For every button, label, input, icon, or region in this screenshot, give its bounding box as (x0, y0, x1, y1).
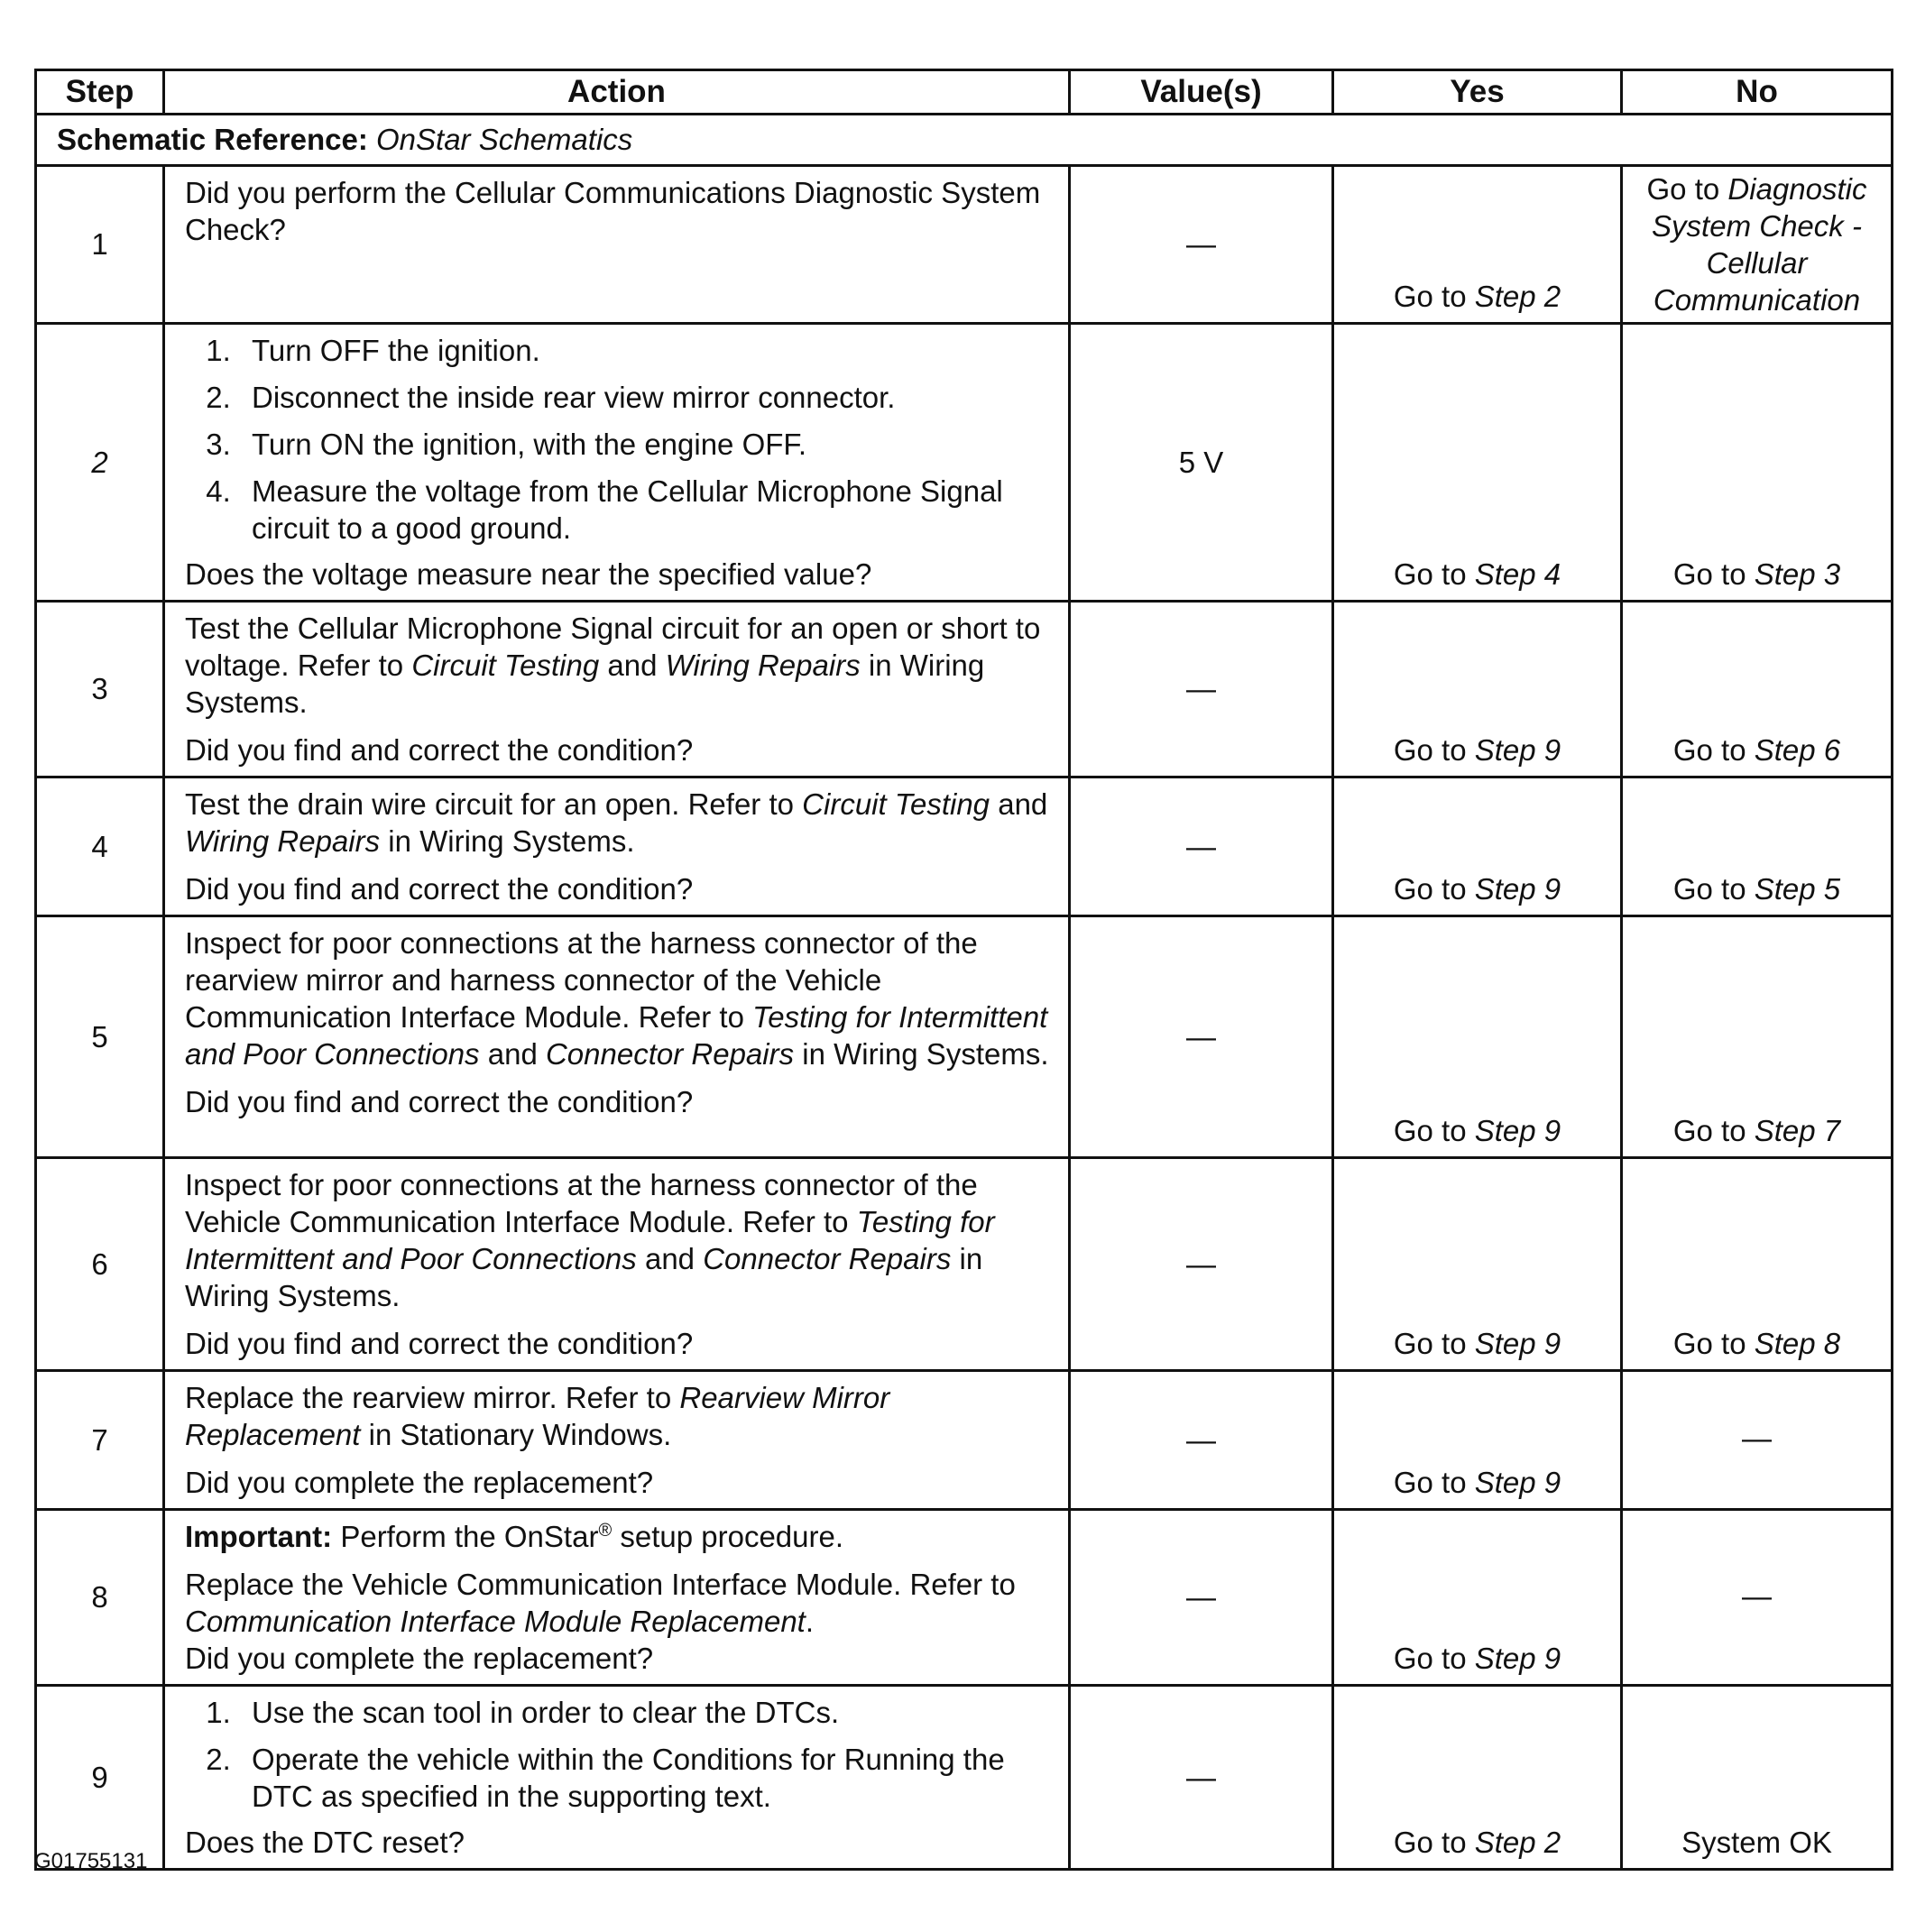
action-text: Did you perform the Cellular Communications Diagnostic System Check? (185, 176, 1041, 246)
action-text-part: in Wiring Systems. (802, 1037, 1049, 1071)
action-cell (164, 602, 1070, 777)
reference-link[interactable]: Testing for Intermittent and Poor Connections (185, 1205, 995, 1275)
list-item: 2. Operate the vehicle within the Conditions for Running the DTC as specified in the supporting text. (239, 1741, 1055, 1815)
goto-step-link[interactable]: Step 5 (1754, 872, 1841, 906)
action-text-part: Test the drain wire circuit for an open. Refer to (185, 787, 794, 821)
header-action: Action (164, 70, 1070, 115)
action-cell (164, 324, 1070, 602)
reference-link[interactable]: Wiring Repairs (185, 824, 381, 858)
action-text-part: Inspect for poor connections at the harness connector of the rearview mirror and harness connector of the Vehicle Communication Interface Module. Refer to (185, 926, 978, 1034)
no-cell (1622, 602, 1893, 777)
goto-step-link[interactable]: Step 9 (1474, 1114, 1561, 1147)
yes-cell (1333, 1686, 1622, 1870)
step-number: 1 (36, 166, 164, 324)
action-cell (164, 1371, 1070, 1510)
step-number: 4 (36, 777, 164, 916)
goto-step-link[interactable]: Step 6 (1754, 733, 1841, 767)
table-row (36, 166, 1893, 324)
goto-step-link[interactable]: Step 8 (1754, 1327, 1841, 1360)
reference-link[interactable]: Connector Repairs (703, 1242, 952, 1275)
action-list (185, 332, 1055, 547)
no-cell (1622, 777, 1893, 916)
important-note (185, 1518, 1055, 1555)
goto-prefix: Go to (1393, 1642, 1467, 1675)
value-cell: — (1070, 1158, 1333, 1371)
step-number: 7 (36, 1371, 164, 1510)
goto-prefix: Go to (1672, 733, 1746, 767)
registered-mark: ® (598, 1521, 613, 1541)
goto-prefix: Go to (1393, 1114, 1467, 1147)
no-cell: — (1622, 1371, 1893, 1510)
action-question: Did you complete the replacement? (185, 1642, 654, 1675)
goto-step-link[interactable]: Step 9 (1474, 872, 1561, 906)
list-item: 4. Measure the voltage from the Cellular Microphone Signal circuit to a good ground. (239, 473, 1055, 547)
table-row (36, 324, 1893, 602)
goto-prefix: Go to (1393, 872, 1467, 906)
schematic-reference-label: Schematic Reference: (57, 123, 368, 156)
reference-link[interactable]: Communication Interface Module Replacement (185, 1605, 806, 1638)
value-cell: 5 V (1070, 324, 1333, 602)
action-question: Did you find and correct the condition? (185, 1327, 694, 1360)
yes-cell (1333, 602, 1622, 777)
action-question: Did you complete the replacement? (185, 1466, 654, 1499)
value-cell: — (1070, 602, 1333, 777)
action-question: Did you find and correct the condition? (185, 872, 694, 906)
reference-link[interactable]: Rearview Mirror Replacement (185, 1381, 890, 1451)
header-values: Value(s) (1070, 70, 1333, 115)
diagnostic-table (34, 69, 1893, 1871)
yes-cell (1333, 1158, 1622, 1371)
action-text-part: and (644, 1242, 695, 1275)
yes-cell (1333, 1510, 1622, 1686)
goto-prefix: Go to (1393, 280, 1467, 313)
schematic-reference-row (36, 115, 1893, 166)
goto-step-link[interactable]: Step 7 (1754, 1114, 1841, 1147)
step-number: 6 (36, 1158, 164, 1371)
action-cell (164, 1510, 1070, 1686)
action-question: Does the DTC reset? (185, 1826, 465, 1859)
important-text: setup procedure. (620, 1520, 844, 1553)
action-text (185, 786, 1055, 860)
action-text (185, 610, 1055, 721)
no-cell: — (1622, 1510, 1893, 1686)
action-cell (164, 1158, 1070, 1371)
value-cell: — (1070, 1371, 1333, 1510)
no-cell (1622, 916, 1893, 1158)
goto-prefix: Go to (1393, 1826, 1467, 1859)
no-cell (1622, 166, 1893, 324)
value-cell: — (1070, 916, 1333, 1158)
list-item: 3. Turn ON the ignition, with the engine OFF. (239, 426, 1055, 463)
step-number: 8 (36, 1510, 164, 1686)
list-item: 1. Turn OFF the ignition. (239, 332, 1055, 369)
goto-step-link[interactable]: Step 4 (1474, 557, 1561, 591)
important-text: Perform the OnStar (340, 1520, 599, 1553)
goto-prefix: Go to (1646, 172, 1720, 206)
action-text-part: and (998, 787, 1048, 821)
action-text-part: Replace the Vehicle Communication Interface Module. Refer to (185, 1568, 1016, 1601)
reference-link[interactable]: Testing for Intermittent and Poor Connections (185, 1000, 1048, 1071)
value-cell: — (1070, 777, 1333, 916)
action-question: Does the voltage measure near the specified value? (185, 557, 872, 591)
goto-prefix: Go to (1672, 872, 1746, 906)
step-number: 5 (36, 916, 164, 1158)
action-text-part: Replace the rearview mirror. Refer to (185, 1381, 672, 1414)
reference-link[interactable]: Connector Repairs (545, 1037, 795, 1071)
goto-prefix: Go to (1672, 1114, 1746, 1147)
value-cell: — (1070, 1510, 1333, 1686)
goto-prefix: Go to (1672, 557, 1746, 591)
goto-prefix: Go to (1393, 1327, 1467, 1360)
table-row (36, 1510, 1893, 1686)
action-cell (164, 777, 1070, 916)
yes-cell (1333, 916, 1622, 1158)
action-text-part: and (487, 1037, 538, 1071)
table-row (36, 1371, 1893, 1510)
no-cell (1622, 1158, 1893, 1371)
header-yes: Yes (1333, 70, 1622, 115)
goto-step-link[interactable]: Step 2 (1474, 1826, 1561, 1859)
action-text-part: Test the Cellular Microphone Signal circuit for an open or short to voltage. Refer to (185, 612, 1041, 682)
schematic-reference (36, 115, 1893, 166)
table-row (36, 777, 1893, 916)
action-cell (164, 166, 1070, 324)
action-text (185, 1166, 1055, 1314)
no-cell (1622, 324, 1893, 602)
table-row (36, 1686, 1893, 1870)
table-row (36, 1158, 1893, 1371)
yes-cell (1333, 324, 1622, 602)
reference-link[interactable]: Wiring Repairs (665, 649, 861, 682)
action-question: Did you find and correct the condition? (185, 733, 694, 767)
value-cell: — (1070, 166, 1333, 324)
yes-cell (1333, 1371, 1622, 1510)
action-text (185, 1566, 1055, 1640)
action-text (185, 1379, 1055, 1453)
action-cell (164, 1686, 1070, 1870)
goto-step-link[interactable]: Step 9 (1474, 1466, 1561, 1499)
goto-prefix: Go to (1393, 733, 1467, 767)
header-no: No (1622, 70, 1893, 115)
list-item: 1. Use the scan tool in order to clear the DTCs. (239, 1694, 1055, 1731)
goto-step-link[interactable]: Step 9 (1474, 733, 1561, 767)
goto-step-link[interactable]: Step 3 (1754, 557, 1841, 591)
action-text-part: and (607, 649, 658, 682)
action-text (185, 925, 1055, 1072)
action-text-part: Inspect for poor connections at the harness connector of the Vehicle Communication Interface Module. Refer to (185, 1168, 978, 1238)
header-step: Step (36, 70, 164, 115)
important-label: Important: (185, 1520, 333, 1553)
diagnostic-document (34, 69, 1891, 1871)
step-number: 9 (36, 1686, 164, 1870)
goto-step-link[interactable]: Step 2 (1474, 280, 1561, 313)
action-text-part: in Wiring Systems. (388, 824, 635, 858)
no-cell: System OK (1622, 1686, 1893, 1870)
action-cell (164, 916, 1070, 1158)
table-row (36, 602, 1893, 777)
table-row (36, 916, 1893, 1158)
schematic-reference-link[interactable]: OnStar Schematics (376, 123, 633, 156)
goto-step-link[interactable]: Step 9 (1474, 1327, 1561, 1360)
step-number: 3 (36, 602, 164, 777)
reference-link[interactable]: Circuit Testing (802, 787, 990, 821)
value-cell: — (1070, 1686, 1333, 1870)
yes-cell (1333, 166, 1622, 324)
goto-step-link[interactable]: Diagnostic System Check - Cellular Communication (1652, 172, 1867, 317)
header-row (36, 70, 1893, 115)
action-text-part: in Stationary Windows. (368, 1418, 672, 1451)
reference-link[interactable]: Circuit Testing (411, 649, 600, 682)
goto-prefix: Go to (1672, 1327, 1746, 1360)
list-item: 2. Disconnect the inside rear view mirror connector. (239, 379, 1055, 416)
action-question: Did you find and correct the condition? (185, 1085, 694, 1118)
action-text-part: in Wiring Systems. (185, 649, 985, 719)
goto-step-link[interactable]: Step 9 (1474, 1642, 1561, 1675)
goto-prefix: Go to (1393, 557, 1467, 591)
action-text-part: in Wiring Systems. (185, 1242, 983, 1312)
action-text-part: . (805, 1605, 815, 1638)
action-list (185, 1694, 1055, 1815)
figure-id: G01755131 (34, 1849, 148, 1873)
yes-cell (1333, 777, 1622, 916)
step-number: 2 (36, 324, 164, 602)
goto-prefix: Go to (1393, 1466, 1467, 1499)
